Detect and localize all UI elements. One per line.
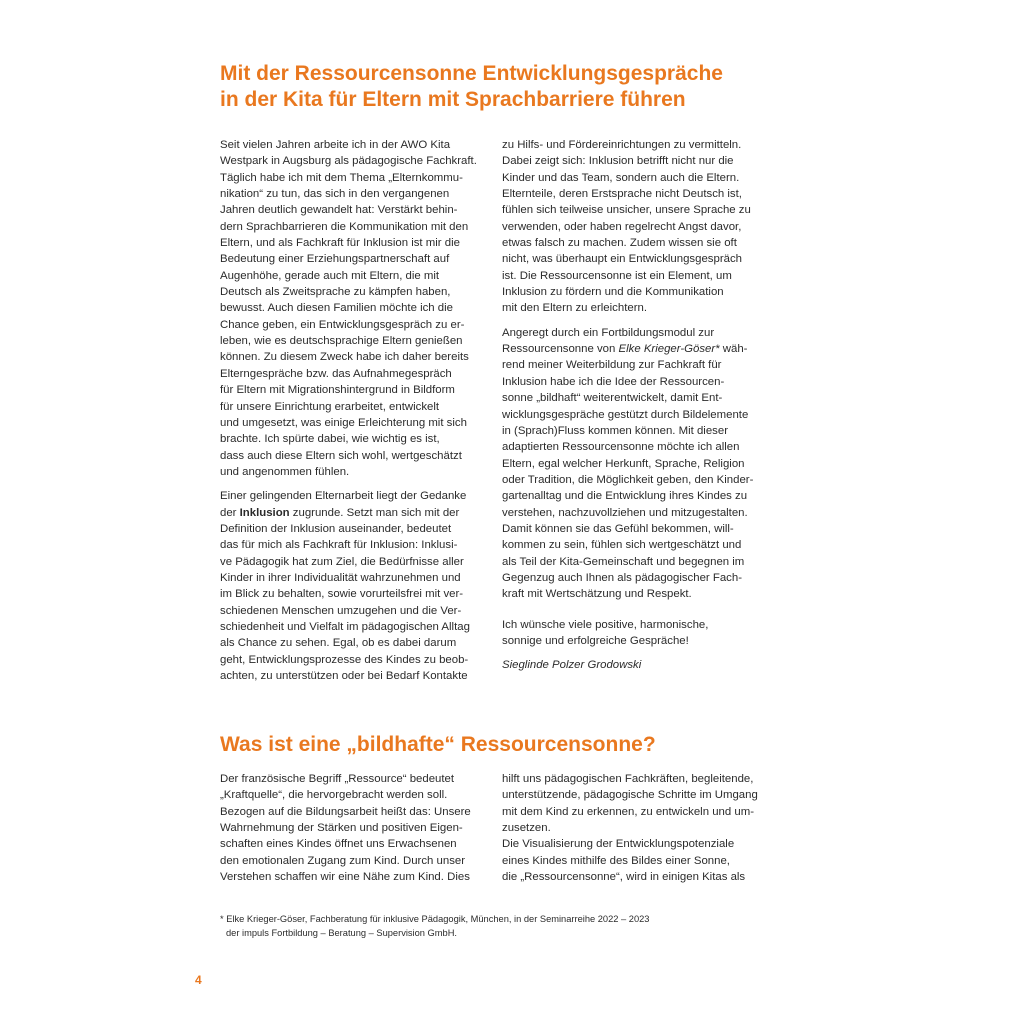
text-line: schaften eines Kindes öffnet uns Erwachsenen: [220, 838, 457, 851]
text-line: Definition der Inklusion auseinander, bedeutet: [220, 522, 452, 535]
text-line: Täglich habe ich mit dem Thema „Elternkommu-: [220, 171, 463, 184]
text-line: Bezogen auf die Bildungsarbeit heißt das: Unsere: [220, 805, 471, 818]
article-column-right: [502, 137, 777, 674]
text-line: und angenommen fühlen.: [220, 465, 350, 478]
text-line: [502, 341, 777, 357]
text-line: achten, zu unterstützen oder bei Bedarf Kontakte: [220, 670, 468, 682]
text-line: fühlen sich teilweise unsicher, unsere Sprache zu: [502, 204, 751, 217]
text-line: ve Pädagogik hat zum Ziel, die Bedürfnisse aller: [220, 555, 464, 568]
text-line: sonnige und erfolgreiche Gespräche!: [502, 634, 689, 647]
text-line: Gegenzug auch Ihnen als pädagogischer Fach-: [502, 571, 742, 584]
text-line: wicklungsgespräche gestützt durch Bildelemente: [502, 408, 749, 421]
text-line: Einer gelingenden Elternarbeit liegt der Gedanke: [220, 490, 467, 503]
text-line: im Blick zu behalten, sowie vorurteilsfrei mit ver-: [220, 588, 464, 601]
text-line: Inklusion zu fördern und die Kommunikation: [502, 286, 724, 299]
article-column-left: [220, 137, 495, 684]
text-line: die „Ressourcensonne“, wird in einigen Kitas als: [502, 871, 746, 884]
text-line: Jahren deutlich gewandelt hat: Verstärkt behin-: [220, 204, 458, 217]
text-line: mit den Eltern zu erleichtern.: [502, 302, 647, 315]
paragraph-intro: [220, 137, 495, 480]
text-line: dern Sprachbarrieren die Kommunikation mit den: [220, 220, 469, 233]
signature-text: Sieglinde Polzer Grodowski: [502, 659, 642, 672]
text-line: in (Sprach)Fluss kommen können. Mit dieser: [502, 424, 728, 437]
text-line: Bedeutung einer Erziehungspartnerschaft auf: [220, 253, 450, 266]
page-title: [220, 61, 820, 113]
text-line: oder Tradition, die Möglichkeit geben, den Kinder-: [502, 473, 754, 486]
text-line: Ich wünsche viele positive, harmonische,: [502, 618, 709, 631]
text-line: hilft uns pädagogischen Fachkräften, begleitende,: [502, 773, 754, 785]
text-line: als Chance zu sehen. Egal, ob es dabei darum: [220, 637, 457, 650]
text-line: Kinder in ihrer Individualität wahrzunehmen und: [220, 571, 461, 584]
paragraph-closing: [502, 617, 777, 650]
text-line: zu Hilfs- und Fördereinrichtungen zu vermitteln.: [502, 139, 742, 151]
text-line: [220, 505, 495, 521]
text-fragment: wäh-: [719, 343, 748, 356]
text-line: für unsere Einrichtung erarbeitet, entwickelt: [220, 400, 440, 413]
text-line: als Teil der Kita-Gemeinschaft und begegnen im: [502, 555, 745, 568]
section-column-left: [220, 771, 495, 885]
title-line-1: Mit der Ressourcensonne Entwicklungsgespräche: [220, 62, 723, 85]
text-line: das für mich als Fachkraft für Inklusion: Inklusi-: [220, 539, 458, 552]
text-line: Angeregt durch ein Fortbildungsmodul zur: [502, 326, 715, 339]
text-line: Der französische Begriff „Ressource“ bedeutet: [220, 773, 455, 785]
text-line: brachte. Ich spürte dabei, wie wichtig es ist,: [220, 433, 440, 446]
text-line: eines Kindes mithilfe des Bildes einer Sonne,: [502, 854, 730, 867]
text-line: verwenden, oder haben regelrecht Angst davor,: [502, 220, 742, 233]
text-line: Dabei zeigt sich: Inklusion betrifft nicht nur die: [502, 155, 734, 168]
section-heading: Was ist eine „bildhafte“ Ressourcensonne?: [220, 733, 656, 756]
section-column-right: [502, 771, 777, 885]
text-line: adaptierten Ressourcensonne möchte ich allen: [502, 441, 740, 454]
bold-term-inklusion: Inklusion: [239, 506, 290, 519]
text-line: Deutsch als Zweitsprache zu kämpfen haben,: [220, 286, 451, 299]
paragraph-inclusion-continued: [502, 137, 777, 317]
text-line: Wahrnehmung der Stärken und positiven Eigen-: [220, 822, 463, 835]
text-line: Inklusion habe ich die Idee der Ressourcen-: [502, 375, 725, 388]
text-line: kommen zu sein, fühlen sich wertgeschätzt und: [502, 539, 742, 552]
text-line: „Kraftquelle“, die hervorgebracht werden soll.: [220, 789, 448, 802]
text-line: rend meiner Weiterbildung zur Fachkraft für: [502, 359, 722, 372]
text-line: für Eltern mit Migrationshintergrund in Bildform: [220, 384, 455, 397]
footnote-line: der impuls Fortbildung – Beratung – Supervision GmbH.: [226, 928, 457, 938]
page-number: 4: [195, 973, 202, 987]
text-line: Elterngespräche bzw. das Aufnahmegespräch: [220, 367, 452, 380]
text-line: kraft mit Wertschätzung und Respekt.: [502, 588, 692, 601]
text-line: Eltern, und als Fachkraft für Inklusion ist mir die: [220, 237, 460, 250]
title-line-2: in der Kita für Eltern mit Sprachbarriere führen: [220, 88, 686, 111]
paragraph-training: [502, 325, 777, 603]
text-line: Kinder und das Team, sondern auch die Eltern.: [502, 171, 740, 184]
text-fragment: der: [220, 506, 240, 519]
paragraph-inclusion: [220, 488, 495, 684]
text-line: und umgesetzt, was einige Erleichterung mit sich: [220, 416, 467, 429]
author-reference: Elke Krieger-Göser*: [618, 343, 720, 356]
text-line: Verstehen schaffen wir eine Nähe zum Kind. Dies: [220, 871, 470, 884]
footnote-line: * Elke Krieger-Göser, Fachberatung für inklusive Pädagogik, München, in der Seminarreihe 2022 – 2023: [220, 914, 650, 924]
text-line: gartenalltag und die Entwicklung ihres Kindes zu: [502, 490, 748, 503]
text-line: Seit vielen Jahren arbeite ich in der AWO Kita: [220, 139, 451, 151]
text-fragment: zugrunde. Setzt man sich mit der: [289, 506, 460, 519]
text-line: Augenhöhe, gerade auch mit Eltern, die mit: [220, 269, 440, 282]
text-line: nicht, was überhaupt ein Entwicklungsgespräch: [502, 253, 742, 266]
author-signature: [502, 657, 777, 673]
text-line: Westpark in Augsburg als pädagogische Fachkraft.: [220, 155, 477, 168]
text-line: leben, wie es deutschsprachige Eltern genießen: [220, 335, 463, 348]
text-line: nikation“ zu tun, das sich in den vergangenen: [220, 188, 450, 201]
text-line: etwas falsch zu machen. Zudem wissen sie oft: [502, 237, 737, 250]
text-fragment: Ressourcensonne von: [502, 343, 619, 356]
text-line: sonne „bildhaft“ weiterentwickelt, damit Ent-: [502, 392, 723, 405]
text-line: Chance geben, ein Entwicklungsgespräch zu er-: [220, 318, 465, 331]
text-line: zusetzen.: [502, 822, 551, 835]
text-line: unterstützende, pädagogische Schritte im Umgang: [502, 789, 758, 802]
text-line: Die Visualisierung der Entwicklungspotenziale: [502, 838, 735, 851]
text-line: bewusst. Auch diesen Familien möchte ich die: [220, 302, 453, 315]
text-line: Damit können sie das Gefühl bekommen, will-: [502, 522, 734, 535]
text-line: ist. Die Ressourcensonne ist ein Element, um: [502, 269, 732, 282]
text-line: dass auch diese Eltern sich wohl, wertgeschätzt: [220, 449, 462, 462]
text-line: können. Zu diesem Zweck habe ich daher bereits: [220, 351, 469, 364]
footnote: [220, 912, 780, 940]
text-line: Eltern, egal welcher Herkunft, Sprache, Religion: [502, 457, 745, 470]
text-line: schiedenheit und Vielfalt im pädagogischen Alltag: [220, 620, 470, 633]
text-line: mit dem Kind zu erkennen, zu entwickeln und um-: [502, 805, 754, 818]
text-line: geht, Entwicklungsprozesse des Kindes zu beob-: [220, 653, 469, 666]
text-line: Elternteile, deren Erstsprache nicht Deutsch ist,: [502, 188, 742, 201]
text-line: schiedenen Menschen umzugehen und die Ver-: [220, 604, 462, 617]
text-line: verstehen, nachzuvollziehen und mitzugestalten.: [502, 506, 748, 519]
text-line: den emotionalen Zugang zum Kind. Durch unser: [220, 854, 466, 867]
